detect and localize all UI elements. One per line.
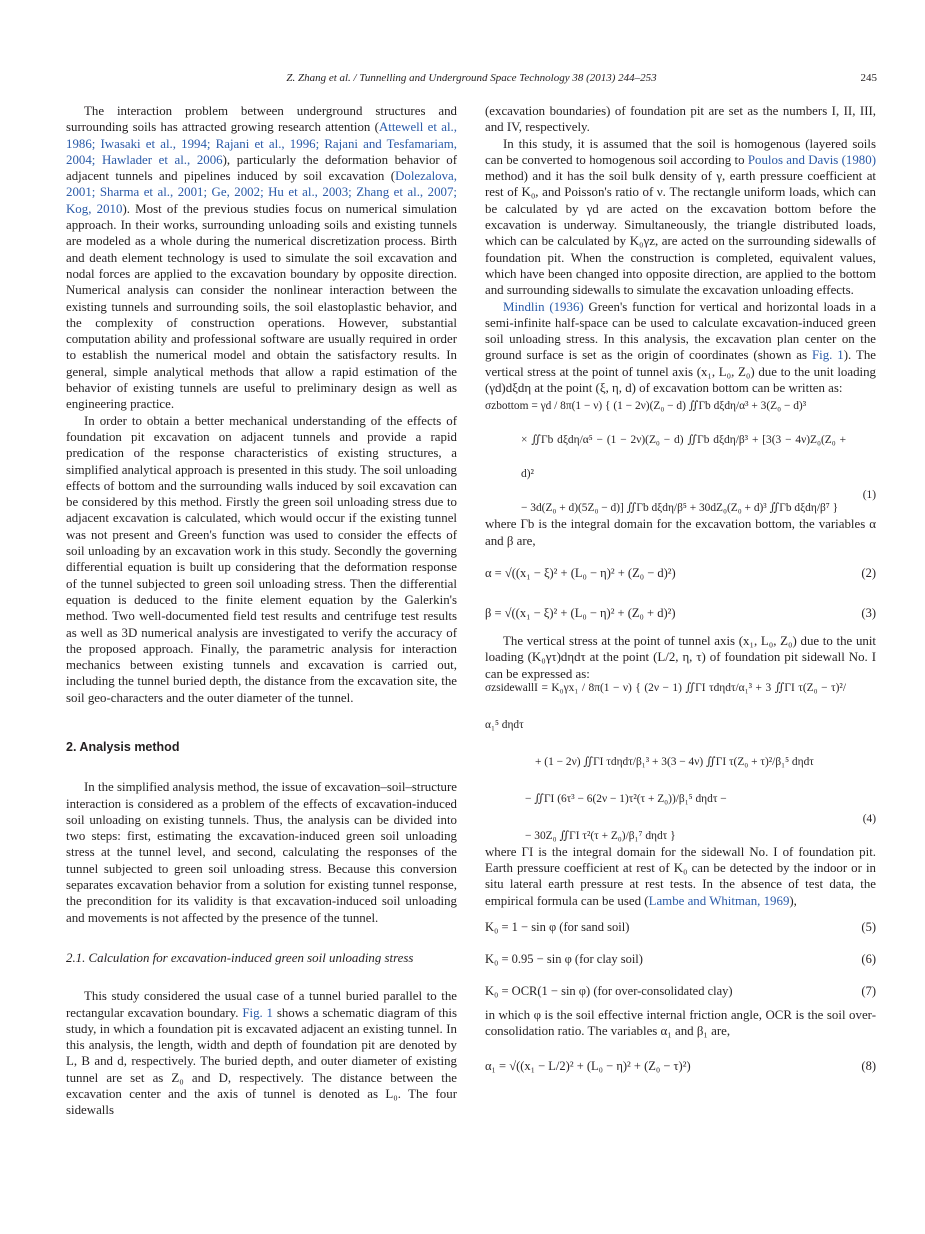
equation-5-body: K₀ = 1 − sin φ (for sand soil): [485, 919, 630, 934]
mindlin-paragraph: Mindlin (1936) Green's function for vertical and horizontal loads in a semi-infinite half-space can be used to calculate excavation-induced green soil unloading stress. In this analysis, the excavation plan center on the ground surface is set as the origin of coordinates (shown as Fig. 1). The vertical stress at the point of tunnel axis (x₁, L₀, Z₀) due to the unit loading (γd)dξdη at the point (ξ, η, d) of excavation bottom can be written as:: [485, 299, 876, 396]
citation-link[interactable]: Attewell et al., 1986; Iwasaki et al., 1994; Rajani et al., 1996; Rajani and Tesfamariam, 2004; Hawlader et al., 2006: [66, 120, 457, 167]
equation-3-body: β = √((x₁ − ξ)² + (L₀ − η)² + (Z₀ + d)²): [485, 605, 676, 620]
page-number: 245: [860, 72, 877, 84]
equation-number: (2): [861, 565, 876, 580]
equation-7: [485, 975, 876, 1007]
equation-4-line-3: − ∬ΓI (6τ³ − 6(2ν − 1)τ²(τ + Z₀))/β₁⁵ dηdτ −: [525, 793, 727, 806]
figure-link[interactable]: Fig. 1: [242, 1005, 274, 1020]
equation-5: [485, 911, 876, 943]
sidewall-paragraph: The vertical stress at the point of tunnel axis (x₁, L₀, Z₀) due to the unit loading (K₀γτ)dηdτ at the point (L/2, η, τ) of foundation pit sidewall No. I can be expressed as:: [485, 633, 876, 681]
setup-paragraph: This study considered the usual case of a tunnel buried parallel to the rectangular excavation boundary. Fig. 1 shows a schematic diagram of this study, in which a foundation pit is excavated adjacent an existing tunnel. In this analysis, the length, width and depth of foundation pit are denoted by L, B and d, respectively. The buried depth, and outer diameter of existing tunnel are set as Z₀ and D, respectively. The distance between the excavation center and the axis of tunnel is denoted as L₀. The four sidewalls: [66, 989, 457, 1118]
section-heading: 2. Analysis method: [66, 739, 180, 754]
earth-pressure-paragraph: where ΓI is the integral domain for the sidewall No. I of foundation pit. Earth pressure coefficient at rest of K₀ can be detected by the indoor or in situ lateral earth pressure at rest tests. In the absence of test data, the empirical formula can be used (Lambe and Whitman, 1969),: [485, 844, 876, 908]
equation-number: (6): [861, 951, 876, 966]
equation-4-line-1: σzsidewallI = K₀γx₁ / 8π(1 − ν) { (2ν − 1) ∬ΓI τdηdτ/α₁³ + 3 ∬ΓI τ(Z₀ − τ)²/α₁⁵ dηdτ: [485, 682, 846, 732]
subsection-heading: 2.1. Calculation for excavation-induced green soil unloading stress: [66, 950, 414, 965]
citation-link[interactable]: Lambe and Whitman, 1969: [648, 893, 790, 908]
equation-number: (3): [861, 605, 876, 620]
equation-6-body: K₀ = 0.95 − sin φ (for clay soil): [485, 951, 643, 966]
figure-link[interactable]: Fig. 1: [811, 348, 844, 363]
left-column: [66, 103, 457, 1119]
equation-number: (4): [862, 812, 876, 825]
equation-number: (7): [861, 983, 876, 998]
equation-4-line-4: − 30Z₀ ∬ΓI τ²(τ + Z₀)/β₁⁷ dηdτ }: [525, 830, 676, 843]
equation-4: [485, 682, 876, 843]
intro-paragraph-2: In order to obtain a better mechanical understanding of the effects of foundation pit excavation on adjacent tunnels and provide a rapid predication of the response characteristics of existing structures, a simplified analytical approach is presented in this study. The soil unloading effects of bottom and the surrounding walls induced by soil excavation can be considered by this method. Firstly the green soil unloading stress due to adjacent excavation is calculated, which would occur if the existing tunnel was not present and Green's function was used to consider the effects of soil unloading by an excavation work in this study. Secondly the governing differential equation is built up considering that the deformation response of the tunnel subjected to green soil unloading stress. Then the differential equation is deduced to the finite element equation by the Galerkin's method. Two well-documented field test results and centrifuge test results as well as 3D numerical analysis are investigated to verify the accuracy of the proposed approach. Finally, the parametric analysis for interaction mechanics between existing tunnels and excavation is carried out, including the tunnel buried depth, the distance from the excavation site, the soil geo-characters and the outer diameter of the tunnel.: [66, 413, 457, 705]
running-header: [66, 72, 877, 88]
equation-8-body: α₁ = √((x₁ − L/2)² + (L₀ − η)² + (Z₀ − τ)²): [485, 1059, 691, 1074]
integral-domain-paragraph: where Γb is the integral domain for the excavation bottom, the variables α and β are,: [485, 517, 876, 548]
equation-number: (1): [862, 489, 876, 502]
equation-7-body: K₀ = OCR(1 − sin φ) (for over-consolidated clay): [485, 983, 733, 998]
equation-2: [485, 553, 876, 593]
intro-paragraph-1: The interaction problem between underground structures and surrounding soils has attracted growing research attention (Attewell et al., 1986; Iwasaki et al., 1994; Rajani et al., 1996; Rajani and Tesfamariam, 2004; Hawlader et al., 2006), particularly the deformation behavior of adjacent tunnels and pipelines induced by soil excavation (Dolezalova, 2001; Sharma et al., 2001; Ge, 2002; Hu et al., 2003; Zhang et al., 2007; Kog, 2010). Most of the previous studies focus on numerical simulation approach. In their works, surrounding unloading soils and existing tunnels are modeled as a whole during the numerical discretization process. Birth and death element technology is used to simulate the soil excavation and nodal forces are applied to the excavation boundary by opposite direction. Numerical analysis can consider the nonlinear interaction between the existing tunnels and surrounding soils, the soil elastoplastic behavior, and the complexity of construction operations. However, substantial computation ability and professional software are usually required in order to establish the numerical model and obtain the satisfactory results. In general, simple analytical methods that allow a rapid estimation of the behavior of existing tunnels are useful to preliminary design as well as engineering practice.: [66, 104, 457, 412]
assumption-paragraph: In this study, it is assumed that the soil is homogenous (layered soils can be converted to homogenous soil according to Poulos and Davis (1980) method) and it has the soil bulk density of γ, earth pressure coefficient at rest of K₀, and Poisson's ratio of ν. The rectangle uniform loads, which can be calculated by γd are acted on the excavation bottom before the excavation is underway. Simultaneously, the triangle distributed loads, which can be calculated by K₀γz, are acted on the surrounding sidewalls of foundation pit. When the construction is completed, equivalent values, which have been changed into opposite direction, are applied to the bottom and surrounding sidewalls to simulate the excavation unloading effects.: [485, 136, 876, 298]
equation-6: [485, 943, 876, 975]
equation-4-line-2: + (1 − 2ν) ∬ΓI τdηdτ/β₁³ + 3(3 − 4ν) ∬ΓI τ(Z₀ + τ)²/β₁⁵ dηdτ: [535, 756, 814, 769]
equation-1-line-2: × ∬Γb dξdη/α⁵ − (1 − 2ν)(Z₀ − d) ∬Γb dξdη/β³ + [3(3 − 4ν)Z₀(Z₀ + d)²: [521, 434, 846, 481]
running-title: Z. Zhang et al. / Tunnelling and Underground Space Technology 38 (2013) 244–253: [286, 72, 657, 84]
equation-2-body: α = √((x₁ − ξ)² + (L₀ − η)² + (Z₀ − d)²): [485, 565, 676, 580]
equation-1: [485, 400, 876, 515]
equation-number: (5): [861, 919, 876, 934]
boundaries-paragraph: (excavation boundaries) of foundation pit are set as the numbers I, II, III, and IV, respectively.: [485, 104, 876, 135]
equation-8: [485, 1044, 876, 1090]
right-column: [485, 103, 876, 1090]
equation-1-line-3: − 3d(Z₀ + d)(5Z₀ − d)] ∬Γb dξdη/β⁵ + 30dZ₀(Z₀ + d)³ ∬Γb dξdη/β⁷ }: [521, 502, 839, 515]
equation-number: (8): [861, 1059, 876, 1074]
variables-paragraph: in which φ is the soil effective internal friction angle, OCR is the soil over-consolidation ratio. The variables α₁ and β₁ are,: [485, 1008, 876, 1039]
equation-1-line-1: σzbottom = γd / 8π(1 − ν) { (1 − 2ν)(Z₀ − d) ∬Γb dξdη/α³ + 3(Z₀ − d)³: [485, 400, 807, 413]
citation-link[interactable]: Mindlin (1936): [503, 299, 584, 314]
citation-link[interactable]: Poulos and Davis (1980): [747, 152, 876, 167]
method-paragraph: In the simplified analysis method, the issue of excavation–soil–structure interaction is considered as a problem of the effects of excavation-induced soil unloading on existing tunnels. Thus, the analysis can be divided into two steps: first, estimating the excavation-induced green soil unloading stress at the tunnel level, and second, calculating the responses of the tunnel subjected to green soil unloading stress. Because this conversion separates excavation behavior from a solution for existing tunnel response, the precondition for its validity is that excavation-induced soil unloading and movements is not affected by the presence of the tunnel.: [66, 780, 457, 925]
citation-link[interactable]: Dolezalova, 2001; Sharma et al., 2001; Ge, 2002; Hu et al., 2003; Zhang et al., 2007; Kog, 2010: [66, 169, 457, 216]
equation-3: [485, 593, 876, 633]
